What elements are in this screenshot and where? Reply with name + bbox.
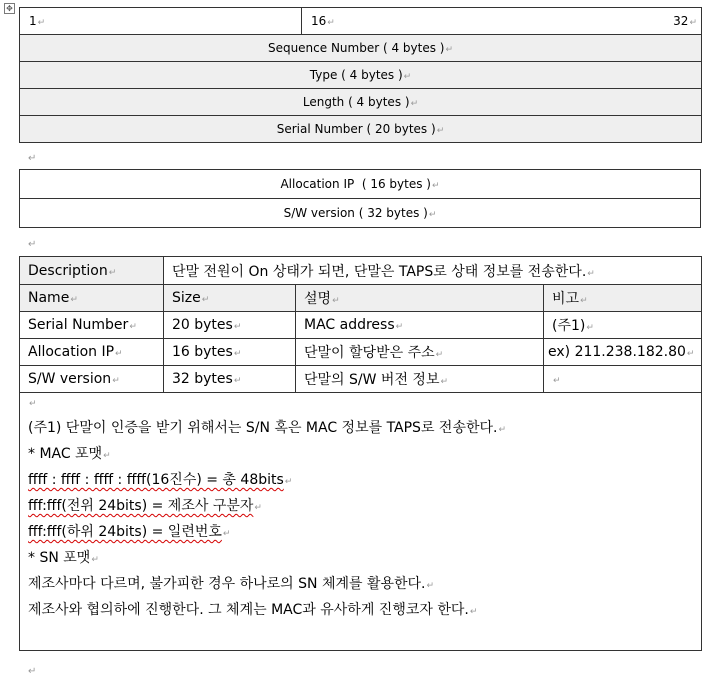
cell-text: Allocation IP: [28, 344, 115, 360]
cell-end-mark: ↵: [686, 349, 695, 359]
cell-end-mark: ↵: [201, 295, 210, 305]
paragraph-mark: ↵: [28, 239, 37, 250]
cell-text: S/W version: [28, 371, 112, 387]
paragraph-mark: ↵: [28, 666, 37, 677]
header-label: Name: [28, 290, 70, 306]
cell-end-mark: ↵: [431, 181, 440, 191]
cell-text: 32 bytes: [172, 371, 233, 387]
header-row: [20, 285, 702, 312]
header-label: 설명: [304, 291, 332, 307]
header-remark: [544, 285, 702, 312]
note-line: [28, 415, 693, 441]
cell-end-mark: ↵: [410, 99, 419, 109]
cell-end-mark: ↵: [586, 323, 594, 333]
note-line: [28, 545, 693, 571]
cell-end-mark: ↵: [37, 18, 46, 28]
paragraph-mark: ↵: [426, 581, 435, 591]
cell-desc: [296, 339, 544, 366]
note-line: [28, 519, 693, 545]
table-row: [20, 312, 702, 339]
paragraph-mark: ↵: [103, 451, 111, 461]
notes-row: [20, 393, 702, 651]
cell-end-mark: ↵: [435, 350, 444, 360]
bit-start-label: 1: [29, 14, 37, 28]
field-sw-version: [20, 199, 701, 228]
cell-text: Serial Number: [28, 317, 129, 333]
field-allocation-ip: [20, 170, 701, 199]
header-label: Size: [172, 290, 201, 306]
cell-end-mark: ↵: [689, 18, 697, 28]
cell-text: ex) 211.238.182.80: [548, 344, 686, 360]
cell-end-mark: ↵: [428, 210, 437, 220]
field-label: Sequence Number ( 4 bytes ): [267, 41, 445, 55]
description-row: [20, 257, 702, 285]
field-label: Length ( 4 bytes ): [302, 95, 410, 109]
header-struct-table: [19, 7, 702, 143]
note-text: * MAC 포맷: [28, 446, 103, 462]
paragraph-mark: ↵: [222, 529, 231, 539]
cell-end-mark: ↵: [395, 322, 404, 332]
table-anchor-icon[interactable]: ✥: [4, 3, 15, 14]
field-label: Allocation IP ( 16 bytes ): [280, 177, 431, 191]
table-row: [20, 339, 702, 366]
cell-size: [164, 339, 296, 366]
cell-text: 단말의 S/W 버전 정보: [304, 372, 440, 388]
cell-remark: [544, 339, 702, 366]
field-label: Type ( 4 bytes ): [309, 68, 403, 82]
table-row: [20, 366, 702, 393]
note-line: [28, 493, 693, 519]
cell-end-mark: ↵: [580, 296, 588, 306]
header-label: 비고: [552, 291, 580, 307]
cell-desc: [296, 312, 544, 339]
paragraph-mark: ↵: [254, 503, 262, 513]
cell-desc: [296, 366, 544, 393]
field-label: S/W version ( 32 bytes ): [283, 206, 428, 220]
description-text: 단말 전원이 On 상태가 되면, 단말은 TAPS로 상태 정보를 전송한다.: [172, 263, 587, 280]
description-label-cell: [20, 257, 164, 285]
field-sequence-number: [20, 35, 702, 62]
cell-end-mark: ↵: [108, 267, 117, 278]
struct-field-row: [20, 116, 702, 143]
note-line: [28, 571, 693, 597]
paragraph-mark: ↵: [469, 607, 478, 617]
cell-size: [164, 366, 296, 393]
cell-end-mark: ↵: [587, 268, 595, 279]
field-length: [20, 89, 702, 116]
paragraph-mark: ↵: [91, 555, 99, 565]
header-name: [20, 285, 164, 312]
note-line: [28, 597, 693, 623]
cell-end-mark: ↵: [553, 376, 561, 386]
cell-remark: [544, 312, 702, 339]
header-desc: [296, 285, 544, 312]
description-text-cell: [164, 257, 702, 285]
field-type: [20, 62, 702, 89]
struct-field-row: [20, 35, 702, 62]
header-size: [164, 285, 296, 312]
cell-text: (주1): [552, 318, 586, 334]
field-label: Serial Number ( 20 bytes ): [276, 122, 436, 136]
cell-end-mark: ↵: [129, 322, 137, 332]
cell-name: [20, 312, 164, 339]
cell-text: 20 bytes: [172, 317, 233, 333]
cell-size: [164, 312, 296, 339]
bit-ruler-row: [20, 8, 702, 35]
note-text: fff:fff(하위 24bits) = 일련번호: [28, 524, 222, 540]
struct-field-row: [20, 170, 701, 199]
cell-end-mark: ↵: [112, 376, 120, 386]
body-struct-table: [19, 169, 701, 228]
bit-mid-label: 16: [311, 14, 327, 28]
cell-end-mark: ↵: [115, 349, 123, 359]
cell-end-mark: ↵: [233, 376, 242, 386]
cell-end-mark: ↵: [70, 295, 78, 305]
cell-name: [20, 366, 164, 393]
struct-field-row: [20, 62, 702, 89]
cell-end-mark: ↵: [233, 349, 242, 359]
notes-cell: [20, 393, 702, 651]
struct-field-row: [20, 89, 702, 116]
cell-text: 16 bytes: [172, 344, 233, 360]
field-serial-number: [20, 116, 702, 143]
description-table: [19, 256, 702, 651]
bit-end-label: 32: [673, 14, 689, 28]
note-text: (주1) 단말이 인증을 받기 위해서는 S/N 혹은 MAC 정보를 TAPS로 전송한다.: [28, 420, 498, 436]
note-text: 제조사마다 다르며, 불가피한 경우 하나로의 SN 체계를 활용한다.: [28, 576, 426, 592]
cell-name: [20, 339, 164, 366]
description-label: Description: [28, 262, 108, 279]
bit-mid-end-cell: [302, 8, 702, 35]
cell-text: MAC address: [304, 317, 395, 333]
cell-end-mark: ↵: [233, 322, 242, 332]
paragraph-mark: ↵: [498, 425, 507, 435]
note-text: * SN 포맷: [28, 550, 91, 566]
cell-end-mark: ↵: [436, 126, 445, 136]
paragraph-mark: ↵: [284, 477, 293, 487]
cell-end-mark: ↵: [445, 45, 454, 55]
note-text: 제조사와 협의하에 진행한다. 그 체계는 MAC과 유사하게 진행코자 한다.: [28, 602, 469, 618]
cell-end-mark: ↵: [327, 18, 335, 28]
note-line: [28, 441, 693, 467]
cell-end-mark: ↵: [440, 377, 449, 387]
paragraph-mark: ↵: [29, 399, 37, 409]
bit-start-cell: [20, 8, 302, 35]
note-text: ffff : ffff : ffff : ffff(16진수) = 총 48bits: [28, 472, 284, 488]
cell-remark: [544, 366, 702, 393]
cell-end-mark: ↵: [403, 72, 412, 82]
note-text: fff:fff(전위 24bits) = 제조사 구분자: [28, 498, 254, 514]
struct-field-row: [20, 199, 701, 228]
cell-text: 단말이 할당받은 주소: [304, 345, 435, 361]
note-blank-line: [28, 393, 693, 415]
note-line: [28, 467, 693, 493]
paragraph-mark: ↵: [28, 153, 37, 164]
cell-end-mark: ↵: [332, 296, 340, 306]
